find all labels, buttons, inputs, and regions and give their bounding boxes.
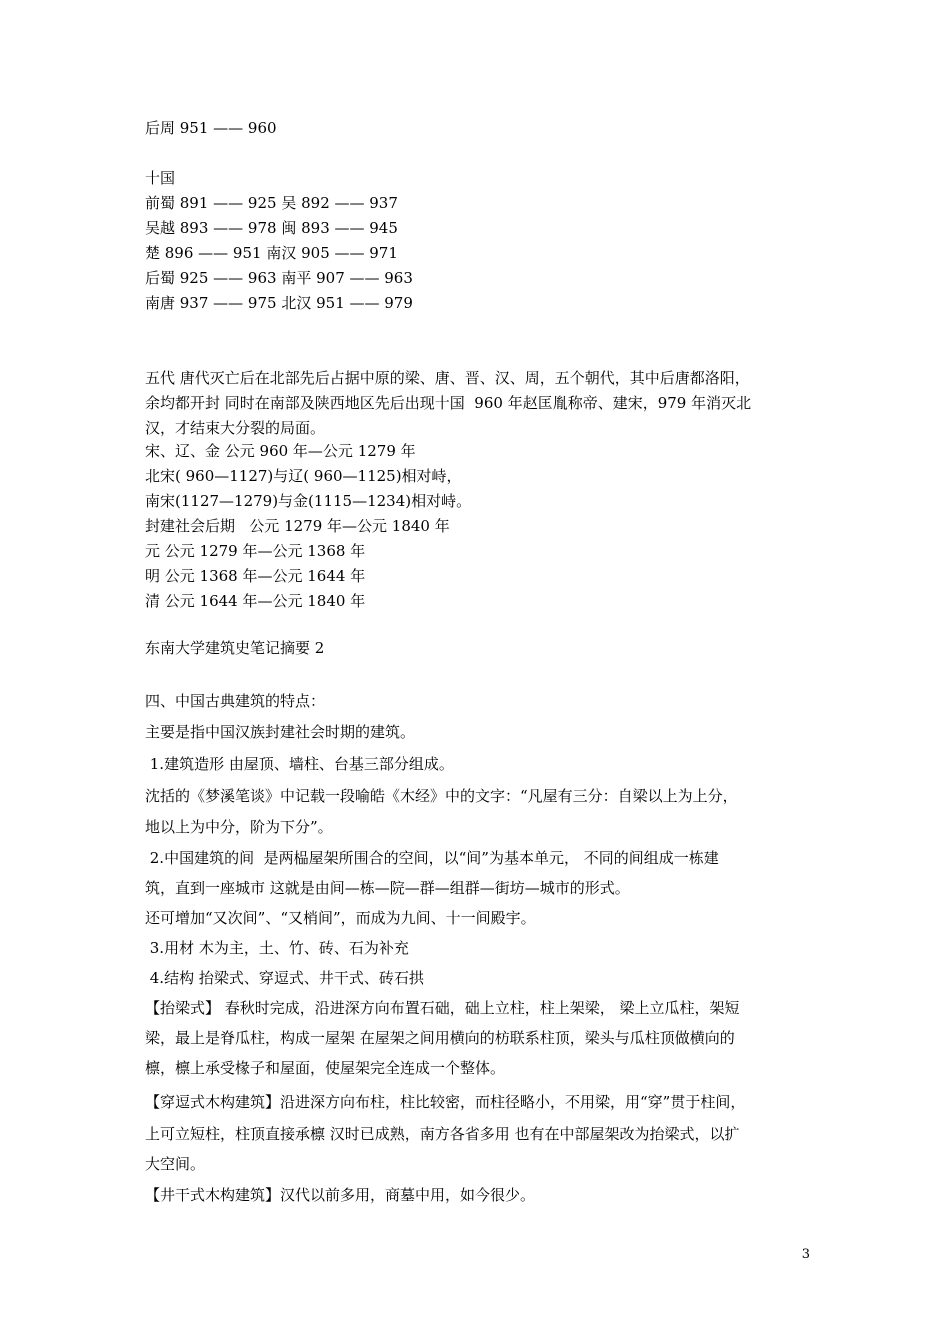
ten-kingdoms-row: 南唐 937 —— 975 北汉 951 —— 979 (145, 294, 413, 312)
notes-title: 东南大学建筑史笔记摘要 2 (145, 639, 325, 657)
ten-kingdoms-heading: 十国 (145, 169, 176, 187)
ten-kingdoms-row: 后蜀 925 —— 963 南平 907 —— 963 (145, 269, 413, 287)
dynasty-line: 元 公元 1279 年—公元 1368 年 (145, 542, 366, 560)
ten-kingdoms-row: 楚 896 —— 951 南汉 905 —— 971 (145, 244, 398, 262)
section-four-line: 【抬梁式】 春秋时完成，沿进深方向布置石础，础上立柱，柱上架梁， 梁上立瓜柱，架短 (145, 999, 740, 1017)
section-four-line: 檩，檩上承受椽子和屋面，使屋架完全连成一个整体。 (145, 1059, 506, 1077)
later-zhou-line: 后周 951 —— 960 (145, 119, 277, 137)
section-four-line: 筑，直到一座城市 这就是由间—栋—院—群—组群—街坊—城市的形式。 (145, 879, 630, 897)
five-dynasties-paragraph-line: 汉，才结束大分裂的局面。 (145, 419, 326, 437)
section-four-line: 上可立短柱，柱顶直接承檩 汉时已成熟，南方各省多用 也有在中部屋架改为抬梁式，以扩 (145, 1125, 740, 1143)
section-four-line: 【穿逗式木构建筑】沿进深方向布柱，柱比较密，而柱径略小，不用梁，用“穿”贯于柱间， (145, 1093, 746, 1111)
ten-kingdoms-row: 吴越 893 —— 978 闽 893 —— 945 (145, 219, 398, 237)
section-four-line: 梁，最上是脊瓜柱，构成一屋架 在屋架之间用横向的枋联系柱顶，梁头与瓜柱顶做横向的 (145, 1029, 735, 1047)
five-dynasties-paragraph-line: 余均都开封 同时在南部及陕西地区先后出现十国 960 年赵匡胤称帝、建宋，979 年消灭北 (145, 394, 752, 412)
five-dynasties-paragraph-line: 五代 唐代灭亡后在北部先后占据中原的梁、唐、晋、汉、周，五个朝代，其中后唐都洛阳， (145, 369, 750, 387)
dynasty-line: 北宋( 960—1127)与辽( 960—1125)相对峙， (145, 467, 462, 485)
dynasty-line: 南宋(1127—1279)与金(1115—1234)相对峙。 (145, 492, 472, 510)
section-four-line: 地以上为中分，阶为下分”。 (145, 818, 333, 836)
page-number: 3 (801, 1247, 810, 1262)
section-four-line: 主要是指中国汉族封建社会时期的建筑。 (145, 723, 416, 741)
section-four-line: 【井干式木构建筑】汉代以前多用，商墓中用，如今很少。 (145, 1186, 536, 1204)
dynasty-line: 明 公元 1368 年—公元 1644 年 (145, 567, 366, 585)
ten-kingdoms-row: 前蜀 891 —— 925 吴 892 —— 937 (145, 194, 398, 212)
dynasty-line: 宋、辽、金 公元 960 年—公元 1279 年 (145, 442, 416, 460)
section-four-line: 沈括的《梦溪笔谈》中记载一段喻皓《木经》中的文字：“凡屋有三分：自梁以上为上分， (145, 787, 738, 805)
section-four-heading: 四、中国古典建筑的特点： (145, 692, 326, 710)
section-four-line: 3.用材 木为主，土、竹、砖、石为补充 (145, 939, 409, 957)
section-four-line: 还可增加“又次间”、“又梢间”，而成为九间、十一间殿宇。 (145, 909, 536, 927)
section-four-line: 大空间。 (145, 1155, 206, 1173)
dynasty-line: 封建社会后期 公元 1279 年—公元 1840 年 (145, 517, 450, 535)
dynasty-line: 清 公元 1644 年—公元 1840 年 (145, 592, 366, 610)
section-four-line: 1.建筑造形 由屋顶、墙柱、台基三部分组成。 (145, 755, 454, 773)
section-four-line: 2.中国建筑的间 是两榀屋架所围合的空间，以“间”为基本单元， 不同的间组成一栋建 (145, 849, 719, 867)
section-four-line: 4.结构 抬梁式、穿逗式、井干式、砖石拱 (145, 969, 424, 987)
